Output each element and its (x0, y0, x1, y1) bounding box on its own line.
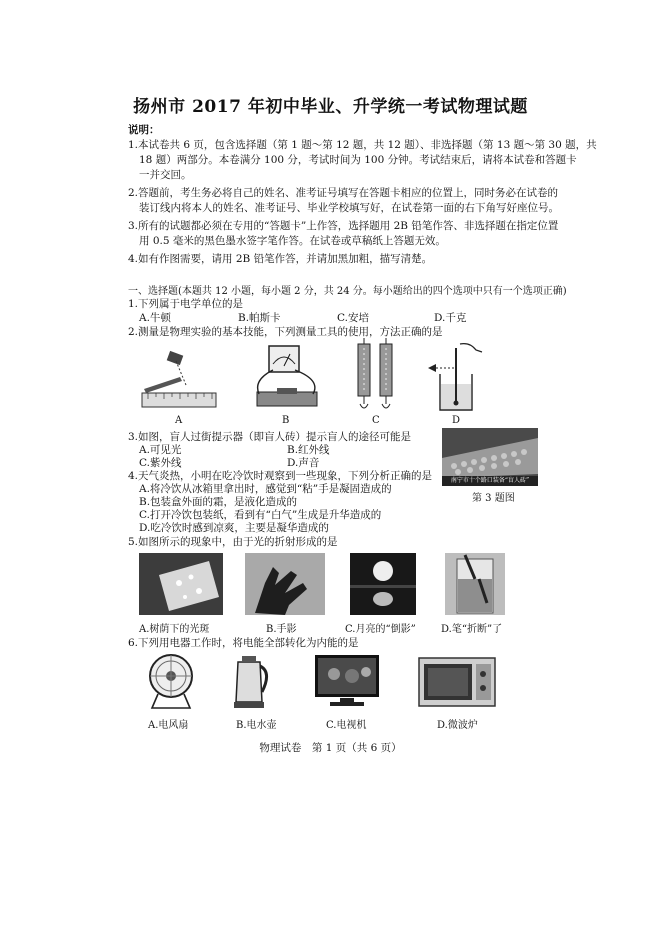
q5-caption-d: D.笔“折断”了 (441, 624, 503, 635)
q1-stem: 1.下列属于电学单位的是 (128, 298, 244, 310)
q2-label-c: C (372, 415, 380, 426)
q2-label-b: B (282, 415, 290, 426)
page-footer: 物理试卷 第 1 页（共 6 页） (259, 742, 402, 754)
instruction-line: 18 题）两部分。本卷满分 100 分，考试时间为 100 分钟。考试结束后，请将本试卷和答题卡 (139, 154, 577, 166)
photo-caption-strip: 南宁市十个路口装备“盲人砖” (442, 476, 538, 486)
q3-option-a: A.可见光 (139, 444, 182, 456)
q5-caption-b: B.手影 (266, 624, 297, 635)
q3-option-b: B.红外线 (287, 444, 330, 456)
q6-caption-b: B.电水壶 (236, 720, 277, 731)
q1-option-a: A.牛顿 (139, 312, 171, 324)
q2-stem: 2.测量是物理实验的基本技能，下列测量工具的使用，方法正确的是 (128, 326, 443, 338)
pen-bent-in-water-photo (445, 553, 505, 615)
television-picture (314, 654, 380, 708)
q6-caption-d: D.微波炉 (437, 720, 478, 731)
instruction-line: 2.答题前，考生务必将自己的姓名、准考证号填写在答题卡相应的位置上，同时务必在试卷的 (128, 187, 559, 199)
q5-caption-c: C.月亮的“倒影” (345, 624, 416, 635)
circuit-meter-figure (247, 340, 327, 412)
q6-stem: 6.下列用电器工作时，将电能全部转化为内能的是 (128, 637, 359, 649)
microwave-oven-picture (418, 654, 496, 710)
page-title: 扬州市 2017 年初中毕业、升学统一考试物理试题 (133, 97, 528, 117)
spring-scale-figure (350, 338, 400, 414)
q4-option-b: B.包装盒外面的霜，是液化造成的 (139, 496, 298, 508)
moon-reflection-photo (350, 553, 416, 615)
blind-brick-photo (442, 428, 538, 486)
q4-option-d: D.吃冷饮时感到凉爽，主要是凝华造成的 (139, 522, 329, 534)
instruction-line: 3.所有的试题都必须在专用的“答题卡”上作答，选择题用 2B 铅笔作答、非选择题在指定位置 (128, 220, 559, 232)
q4-option-a: A.将冷饮从冰箱里拿出时，感觉到“粘”手是凝固造成的 (139, 483, 392, 495)
q4-stem: 4.天气炎热，小明在吃冷饮时观察到一些现象，下列分析正确的是 (128, 470, 433, 482)
thermometer-beaker-figure (426, 340, 486, 414)
instruction-line: 1.本试卷共 6 页，包含选择题（第 1 题～第 12 题，共 12 题）、非选择题（第 13 题～第 30 题，共 (128, 139, 597, 151)
q1-option-d: D.千克 (434, 312, 467, 324)
instruction-line: 装订线内将本人的姓名、准考证号、毕业学校填写好，在试卷第一面的右下角写好座位号。 (139, 202, 559, 214)
electric-kettle-picture (232, 652, 272, 710)
tree-shade-light-photo (139, 553, 223, 615)
section-heading: 一、选择题(本题共 12 小题，每小题 2 分，共 24 分。每小题给出的四个选项中只有一个选项正确) (128, 286, 567, 297)
instruction-line: 用 0.5 毫米的黑色墨水签字笔作答。在试卷或草稿纸上答题无效。 (139, 235, 446, 247)
q3-option-d: D.声音 (287, 457, 320, 469)
q2-label-a: A (175, 415, 183, 426)
q3-option-c: C.紫外线 (139, 457, 182, 469)
instruction-line: 4.如有作图需要，请用 2B 铅笔作答，并请加黑加粗，描写清楚。 (128, 253, 433, 265)
q3-stem: 3.如图，盲人过街提示器（即盲人砖）提示盲人的途径可能是 (128, 431, 412, 443)
q6-caption-a: A.电风扇 (148, 720, 189, 731)
q6-caption-c: C.电视机 (326, 720, 367, 731)
q2-label-d: D (452, 415, 461, 426)
q3-figure-caption: 第 3 题图 (472, 493, 515, 504)
hand-shadow-photo (245, 553, 325, 615)
q4-option-c: C.打开冷饮包装纸，看到有“白气”生成是升华造成的 (139, 509, 382, 521)
q5-caption-a: A.树荫下的光斑 (139, 624, 210, 635)
q5-stem: 5.如图所示的现象中，由于光的折射形成的是 (128, 536, 338, 548)
ruler-measurement-figure (140, 345, 218, 413)
q1-option-b: B.帕斯卡 (238, 312, 281, 324)
q1-option-c: C.安培 (337, 312, 369, 324)
instructions-heading: 说明： (128, 124, 160, 136)
electric-fan-picture (140, 652, 202, 710)
instruction-line: 一并交回。 (139, 169, 192, 181)
